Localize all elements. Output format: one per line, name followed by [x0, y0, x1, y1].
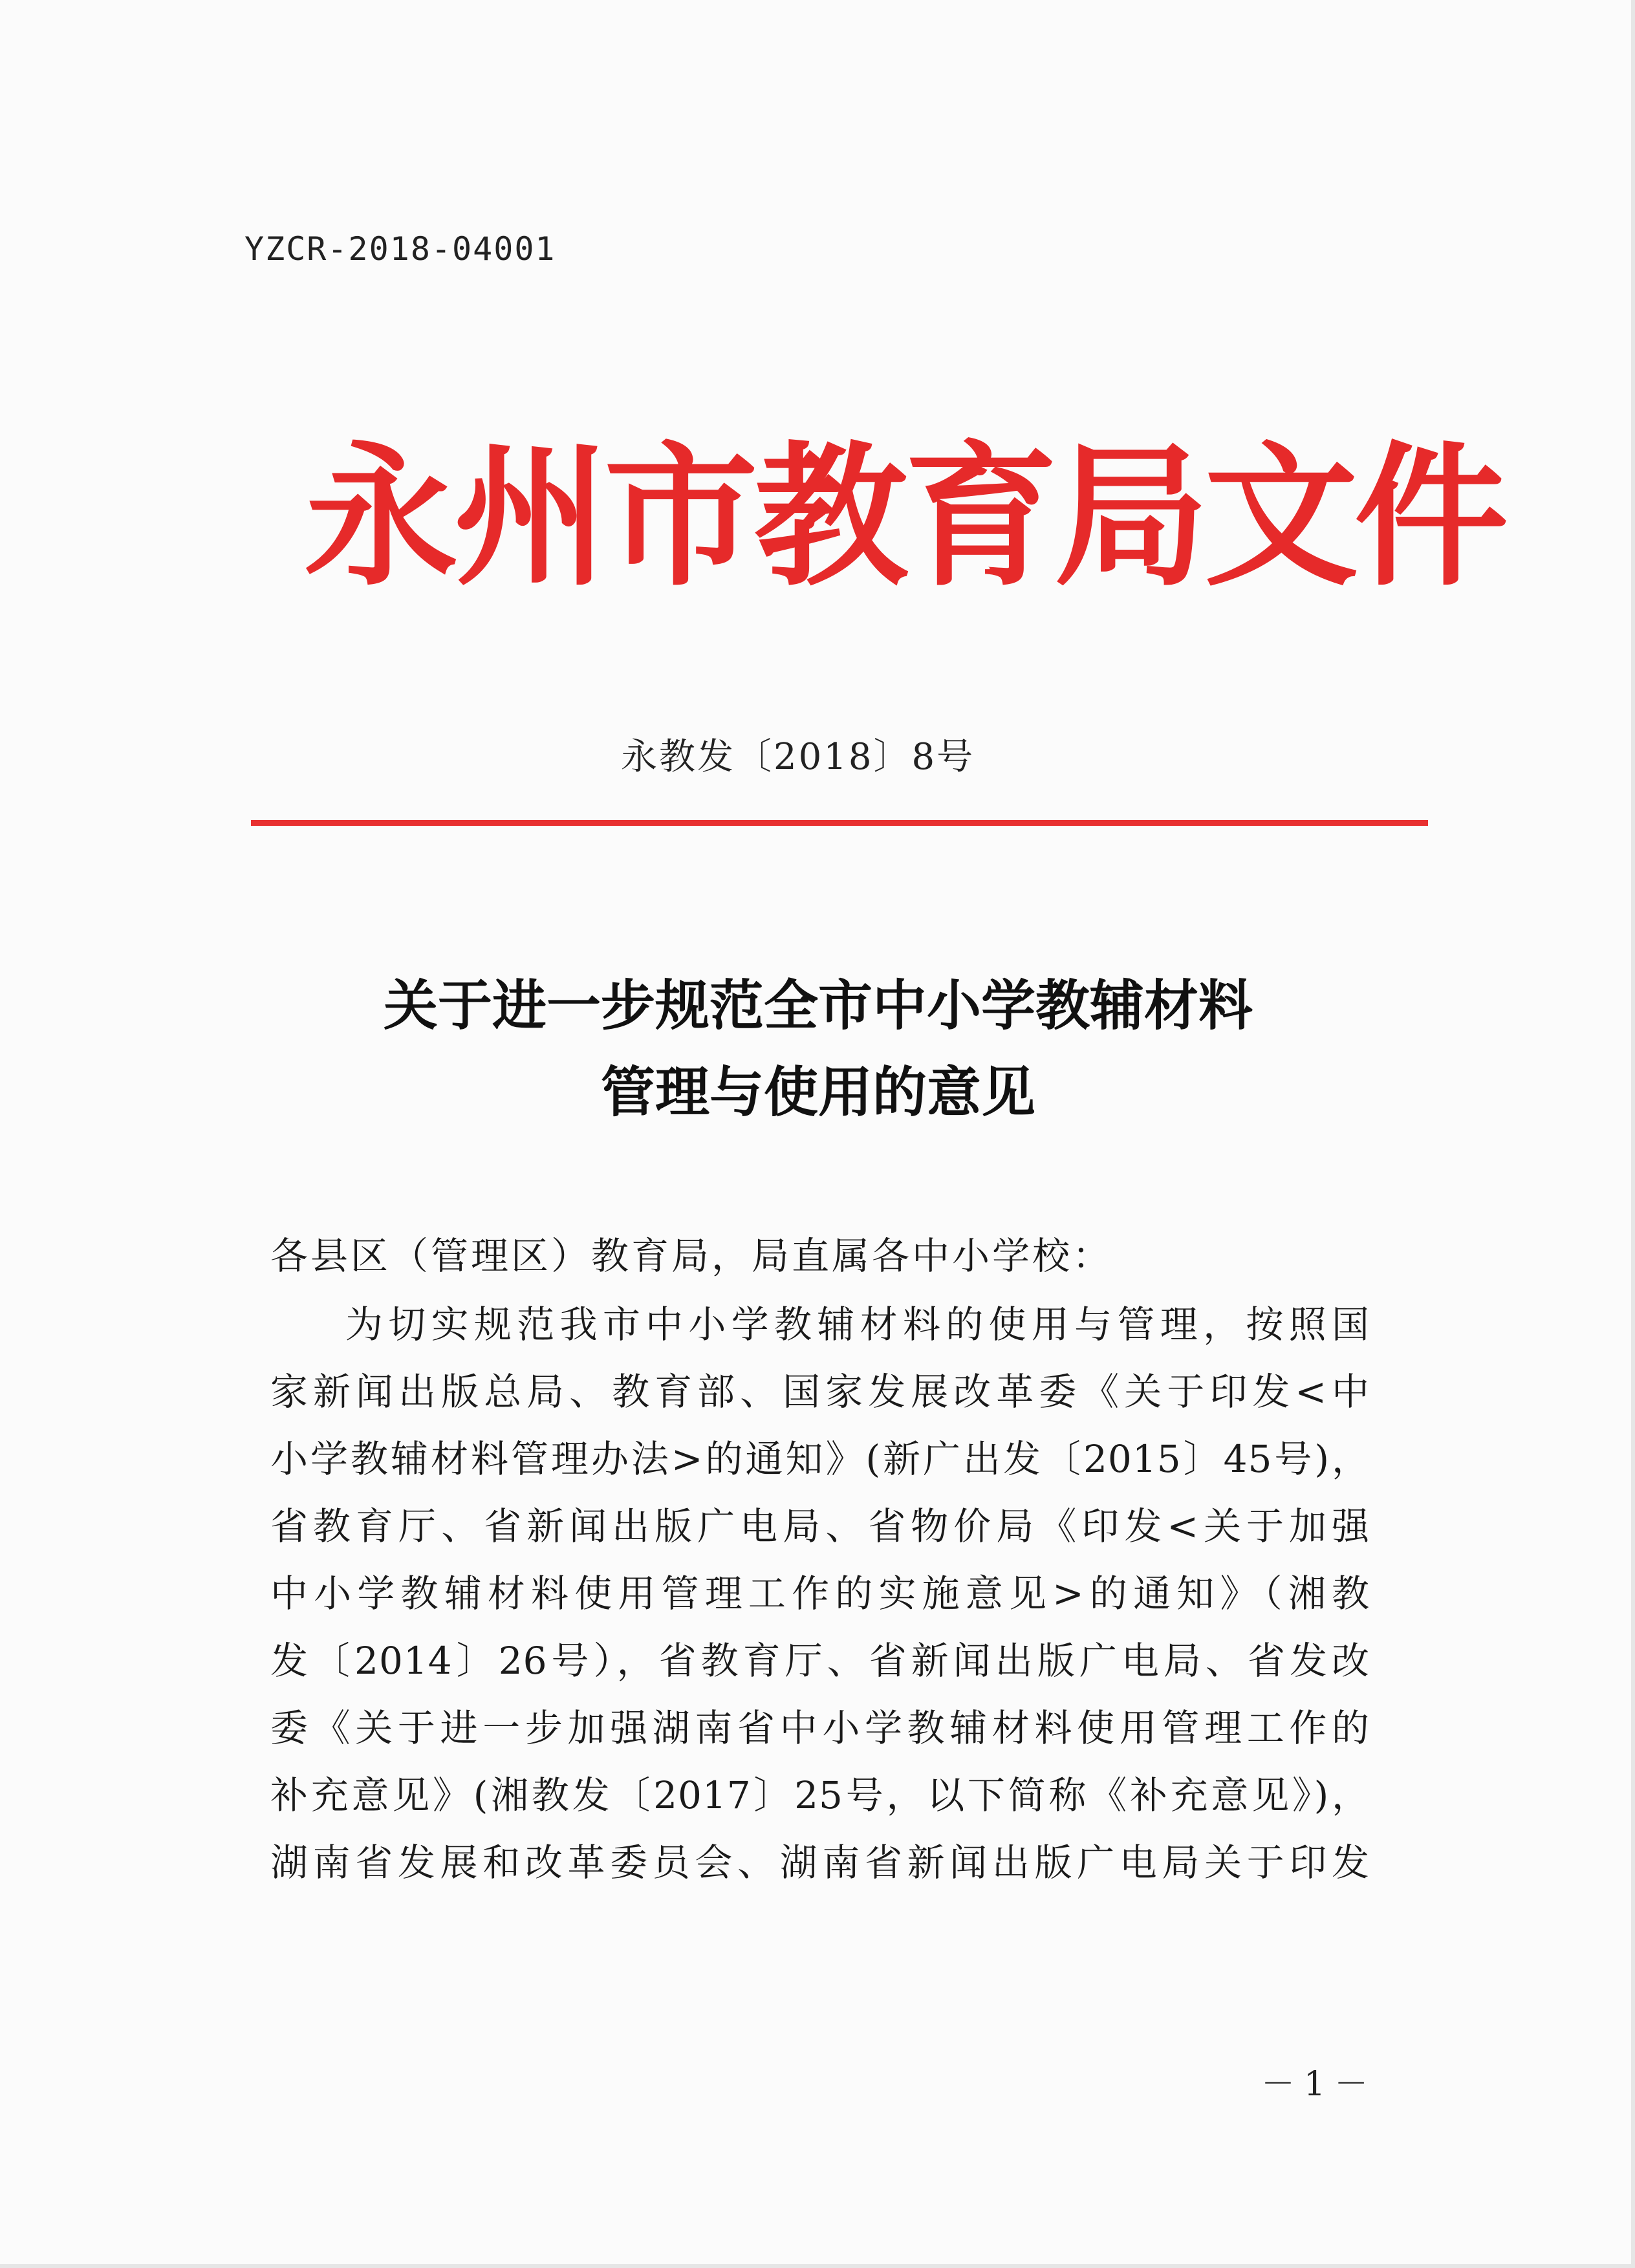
body-text [270, 1291, 1370, 1896]
page-number: －1－ [1261, 2065, 1378, 2104]
document-title [272, 962, 1365, 1136]
red-separator-line [251, 820, 1428, 826]
body-line: 委《关于进一步加强湖南省中小学教辅材料使用管理工作的 [270, 1706, 1370, 1750]
document-number: 永教发〔2018〕8号 [621, 736, 975, 778]
body-line: 小学教辅材料管理办法>的通知》(新广出发〔2015〕45号)， [270, 1437, 1370, 1481]
issuing-authority-header: 永州市教育局文件 [304, 427, 1504, 607]
body-line: 省教育厅、省新闻出版广电局、省物价局《印发<关于加强 [270, 1504, 1370, 1548]
body-line: 为切实规范我市中小学教辅材料的使用与管理，按照国 [345, 1302, 1370, 1346]
title-line: 管理与使用的意见 [600, 1060, 1035, 1124]
body-line: 发〔2014〕26号），省教育厅、省新闻出版广电局、省发改 [270, 1639, 1370, 1683]
body-line: 中小学教辅材料使用管理工作的实施意见>的通知》（湘教 [270, 1571, 1370, 1615]
body-line: 补充意见》(湘教发〔2017〕25号，以下简称《补充意见》)， [270, 1773, 1370, 1817]
title-line: 关于进一步规范全市中小学教辅材料 [383, 973, 1253, 1037]
body-line: 家新闻出版总局、教育部、国家发展改革委《关于印发<中 [270, 1370, 1370, 1414]
body-line: 湖南省发展和改革委员会、湖南省新闻出版广电局关于印发 [270, 1841, 1370, 1885]
salutation: 各县区（管理区）教育局，局直属各中小学校： [270, 1234, 1113, 1278]
document-code: YZCR-2018-04001 [244, 230, 556, 268]
